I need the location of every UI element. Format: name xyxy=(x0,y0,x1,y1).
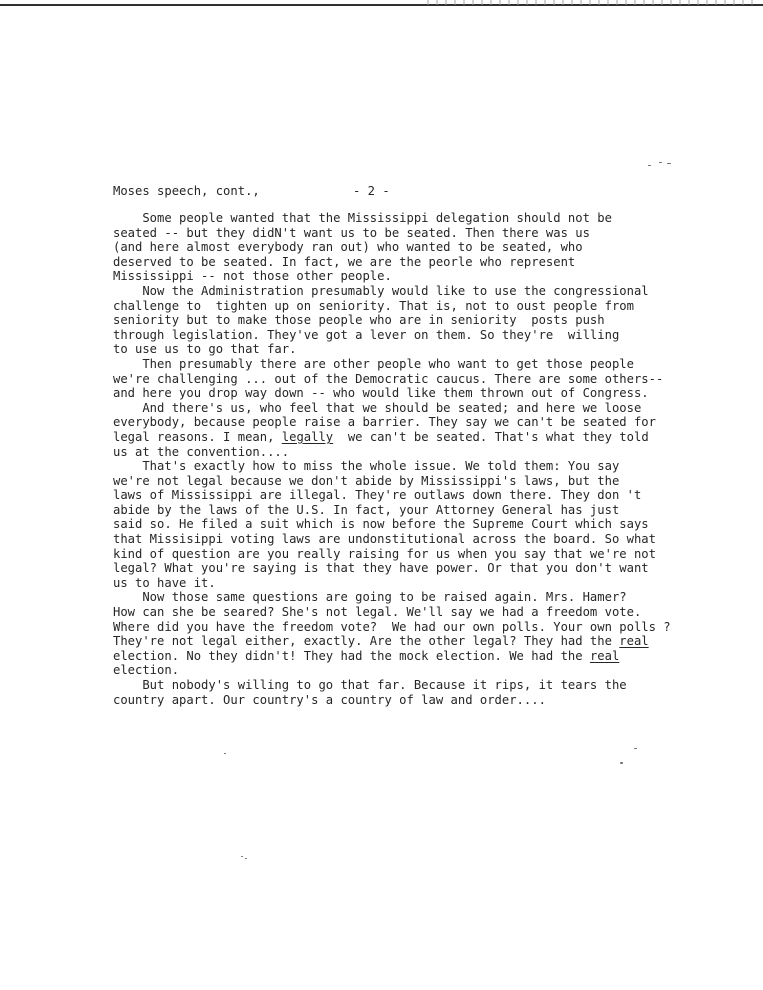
text-segment: everybody, because people raise a barrier. They say we can't be seated for xyxy=(113,415,656,430)
text-segment: we're challenging ... out of the Democratic caucus. There are some others-- xyxy=(113,371,664,386)
text-segment: us at the convention.... xyxy=(113,444,290,459)
text-segment: legal? What you're saying is that they have power. Or that you don't want xyxy=(113,561,649,576)
text-line xyxy=(113,255,713,270)
text-segment: said so. He filed a suit which is now before the Supreme Court which says xyxy=(113,517,649,532)
text-line xyxy=(113,561,713,576)
text-segment: How can she be seared? She's not legal. We'll say we had a freedom vote. xyxy=(113,605,642,620)
paragraph xyxy=(113,357,713,401)
text-line xyxy=(113,517,713,532)
paragraph xyxy=(113,211,713,284)
text-segment: we can't be seated. That's what they told xyxy=(333,429,649,444)
text-line xyxy=(113,299,713,314)
paragraph xyxy=(113,459,713,590)
underlined-word: real xyxy=(619,634,649,649)
text-line xyxy=(113,328,713,343)
scan-speck xyxy=(245,858,247,859)
scan-speck xyxy=(667,163,671,164)
document-title: Moses speech, cont., xyxy=(113,184,260,198)
text-segment: And there's us, who feel that we should be seated; and here we loose xyxy=(113,400,642,415)
text-line xyxy=(113,269,713,284)
text-segment: to use us to go that far. xyxy=(113,342,297,357)
text-segment: Where did you have the freedom vote? We had our own polls. Your own polls ? xyxy=(113,619,671,634)
text-segment: They're not legal either, exactly. Are the other legal? They had the xyxy=(113,634,620,649)
text-line xyxy=(113,459,713,474)
text-segment: election. No they didn't! They had the mock election. We had the xyxy=(113,648,590,663)
scan-speck xyxy=(224,753,226,754)
text-line xyxy=(113,474,713,489)
text-segment: kind of question are you really raising for us when you say that we're not xyxy=(113,546,656,561)
text-segment: deserved to be seated. In fact, we are the peorle who represent xyxy=(113,254,576,269)
text-line xyxy=(113,226,713,241)
text-segment: us to have it. xyxy=(113,575,216,590)
text-segment: abide by the laws of the U.S. In fact, your Attorney General has just xyxy=(113,502,620,517)
text-segment: seniority but to make those people who are in seniority posts push xyxy=(113,313,605,328)
text-segment: But nobody's willing to go that far. Because it rips, it tears the xyxy=(113,678,627,692)
text-line xyxy=(113,503,713,518)
scan-speck xyxy=(659,162,662,163)
text-line xyxy=(113,240,713,255)
text-line xyxy=(113,372,713,387)
text-line xyxy=(113,620,713,635)
text-segment: seated -- but they didN't want us to be seated. Then there was us xyxy=(113,225,590,240)
text-line xyxy=(113,693,713,708)
text-line xyxy=(113,445,713,460)
text-line xyxy=(113,532,713,547)
page-number: - 2 - xyxy=(353,184,390,198)
text-segment: laws of Mississippi are illegal. They're outlaws down there. They don 't xyxy=(113,488,642,503)
text-segment: country apart. Our country's a country of law and order.... xyxy=(113,692,546,707)
text-segment: we're not legal because we don't abide by Mississippi's laws, but the xyxy=(113,473,620,488)
text-line xyxy=(113,401,713,416)
text-segment: and here you drop way down -- who would like them thrown out of Congress. xyxy=(113,386,649,401)
text-line xyxy=(113,211,713,226)
paragraph xyxy=(113,590,713,678)
speech-body xyxy=(113,211,713,707)
text-line xyxy=(113,605,713,620)
text-line xyxy=(113,576,713,591)
text-segment: Then presumably there are other people who want to get those people xyxy=(113,356,634,371)
text-segment: Some people wanted that the Mississippi delegation should not be xyxy=(113,211,612,225)
scan-speck xyxy=(634,748,637,749)
text-segment: Now those same questions are going to be raised again. Mrs. Hamer? xyxy=(113,590,627,605)
text-segment: That's exactly how to miss the whole issue. We told them: You say xyxy=(113,459,620,474)
text-line xyxy=(113,634,713,649)
text-segment: (and here almost everybody ran out) who wanted to be seated, who xyxy=(113,240,583,255)
paragraph xyxy=(113,678,713,707)
text-line xyxy=(113,590,713,605)
scan-speck xyxy=(241,856,243,857)
text-line xyxy=(113,386,713,401)
text-line xyxy=(113,430,713,445)
paragraph xyxy=(113,401,713,459)
text-segment: Mississippi -- not those other people. xyxy=(113,269,392,284)
text-segment: challenge to tighten up on seniority. That is, not to oust people from xyxy=(113,298,634,313)
scan-speck xyxy=(620,762,623,764)
text-segment: through legislation. They've got a lever on them. So they're willing xyxy=(113,327,620,342)
paragraph xyxy=(113,284,713,357)
underlined-word: real xyxy=(589,648,620,663)
text-segment: election. xyxy=(113,663,180,678)
text-line xyxy=(113,415,713,430)
text-line xyxy=(113,357,713,372)
text-line xyxy=(113,313,713,328)
text-segment: Now the Administration presumably would like to use the congressional xyxy=(113,283,649,298)
text-line xyxy=(113,678,713,693)
text-segment: legal reasons. I mean, xyxy=(113,429,282,444)
text-segment: that Missisippi voting laws are undonstitutional across the board. So what xyxy=(113,532,656,547)
scan-speck xyxy=(648,165,651,166)
text-line xyxy=(113,547,713,562)
underlined-word: legally xyxy=(281,429,334,444)
scan-noise xyxy=(427,0,757,5)
text-line xyxy=(113,663,713,678)
text-line xyxy=(113,488,713,503)
text-line xyxy=(113,284,713,299)
text-line xyxy=(113,649,713,664)
text-line xyxy=(113,342,713,357)
